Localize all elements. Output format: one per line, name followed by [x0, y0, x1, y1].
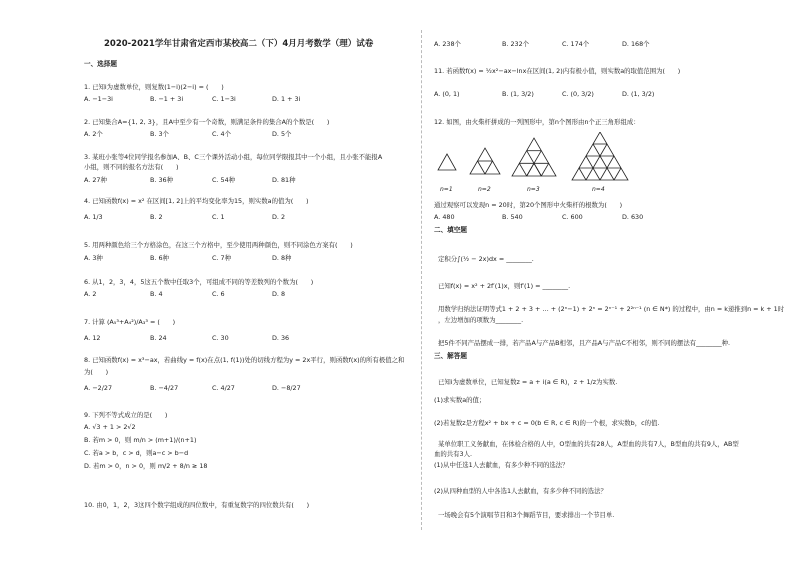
q12-option-c: C. 600	[562, 213, 583, 221]
q1-option-a: A. −1−3i	[84, 95, 113, 103]
q4-option-a: A. 1/3	[84, 213, 103, 221]
triangle-fig-3	[512, 138, 556, 176]
q7-option-c: C. 30	[212, 334, 229, 342]
q1-option-d: D. 1 + 3i	[272, 95, 301, 103]
right-column	[432, 0, 785, 562]
q5-option-d: D. 8种	[272, 254, 292, 262]
q5-option-a: A. 3种	[84, 254, 103, 262]
fill-question-13: 定积分∫(½ − 2x)dx = ________.	[438, 255, 534, 263]
q11-option-b: B. (1, 3/2)	[502, 90, 534, 98]
answer-18-line-1: 某单位职工义务献血，在体检合格的人中，O型血的共有28人，A型血的共有7人，B型血的共有9人，AB型	[438, 440, 739, 448]
q9-option-d: D. 若m > 0，n > 0，则 m/2 + 8/n ≥ 18	[84, 462, 208, 470]
section-fill: 二、填空题	[434, 226, 467, 234]
q4-option-b: B. 2	[150, 213, 163, 221]
q3-option-c: C. 54种	[212, 176, 236, 184]
q2-option-d: D. 5个	[272, 130, 292, 138]
fig-label-4: n=4	[592, 186, 605, 193]
q1-option-b: B. −1 + 3i	[150, 95, 184, 103]
q12-option-d: D. 630	[622, 213, 644, 221]
fill-question-15-line-1: 用数学归纳法证明等式1 + 2 + 3 + … + (2ⁿ−1) + 2ⁿ = 2ⁿ⁻¹ + 2²ⁿ⁻¹ (n ∈ N*) 的过程中，由n = k递推到n = k + 1时	[438, 305, 785, 313]
q6-option-c: C. 6	[212, 290, 225, 298]
answer-17-stem: 已知i为虚数单位，已知复数z = a + i(a ∈ R)，z + 1/z为实数.	[438, 378, 618, 386]
q11-option-c: C. (0, 3/2)	[562, 90, 594, 98]
page-title: 2020-2021学年甘肃省定西市某校高二（下）4月月考数学（理）试卷	[104, 39, 374, 49]
answer-17-part-1: (1)求实数a的值；	[434, 396, 486, 404]
q10-option-c: C. 174个	[562, 40, 590, 48]
question-8-line-1: 8. 已知函数f(x) = x³−ax，若曲线y = f(x)在点(1, f(1))处的切线方程为y = 2x平行，则函数f(x)的所有极值之和	[84, 356, 405, 364]
question-5: 5. 用两种颜色给三个方格涂色，在这三个方格中，至少使用两种颜色，则不同涂色方案有( )	[84, 241, 353, 249]
triangle-fig-2	[470, 148, 500, 174]
q11-option-d: D. (1, 3/2)	[622, 90, 655, 98]
question-10: 10. 由0，1，2，3这四个数字组成的四位数中，有重复数字的四位数共有( )	[84, 501, 310, 509]
fill-question-16: 把5件不同产品摆成一排，若产品A与产品B相邻，且产品A与产品C不相邻，则不同的摆法有________种.	[438, 339, 731, 347]
q10-option-b: B. 232个	[502, 40, 530, 48]
q9-option-b: B. 若m > 0，则 m/n > (m+1)/(n+1)	[84, 436, 197, 444]
answer-18-part-1: (1)从中任选1人去献血，有多少种不同的选法？	[434, 461, 569, 469]
fig-label-1: n=1	[440, 186, 453, 193]
q2-option-a: A. 2个	[84, 130, 103, 138]
question-1: 1. 已知i为虚数单位，则复数(1−i)(2−i) = ( )	[84, 83, 224, 91]
section-answer: 三、解答题	[434, 352, 467, 360]
section-choice: 一、选择题	[84, 60, 117, 68]
question-7: 7. 计算 (A₅³+A₄²)/A₃³ = ( )	[84, 318, 176, 326]
fill-question-14: 已知f(x) = x² + 2f′(1)x，则f′(1) = ________.	[438, 282, 571, 290]
left-column	[82, 0, 412, 562]
q2-option-b: B. 3个	[150, 130, 169, 138]
triangle-fig-1	[438, 154, 456, 170]
q7-option-b: B. 24	[150, 334, 167, 342]
q6-option-d: D. 8	[272, 290, 286, 298]
q3-option-b: B. 36种	[150, 176, 173, 184]
q7-option-d: D. 36	[272, 334, 290, 342]
q4-option-d: D. 2	[272, 213, 286, 221]
matchstick-triangle-figure	[432, 132, 682, 194]
answer-18-line-2: 血的共有3人.	[434, 450, 473, 458]
q8-option-b: B. −4/27	[150, 384, 179, 392]
q1-option-c: C. 1−3i	[212, 95, 236, 103]
question-4: 4. 已知函数f(x) = x² 在区间[1, 2]上的平均变化率为15，则实数a的值为( )	[84, 197, 309, 205]
q6-option-b: B. 4	[150, 290, 163, 298]
fig-label-2: n=2	[478, 186, 491, 193]
question-3-line-2: 小组，则不同的报名方法有( )	[84, 163, 179, 171]
question-8-line-2: 为( )	[84, 368, 109, 376]
question-9: 9. 下列不等式成立的是( )	[84, 411, 168, 419]
q8-option-d: D. −8/27	[272, 384, 301, 392]
question-12-followup: 通过观察可以发现n = 20时，第20个图形中火柴杆的根数为( )	[434, 201, 623, 209]
q6-option-a: A. 2	[84, 290, 97, 298]
q8-option-a: A. −2/27	[84, 384, 113, 392]
q9-option-a: A. √3 + 1 > 2√2	[84, 423, 136, 431]
q12-option-b: B. 540	[502, 213, 523, 221]
fill-question-15-line-2: ，左边增加的项数为________.	[438, 316, 524, 324]
q8-option-c: C. 4/27	[212, 384, 235, 392]
q5-option-c: C. 7种	[212, 254, 231, 262]
q4-option-c: C. 1	[212, 213, 225, 221]
answer-17-part-2: (2)若复数z是方程x² + bx + c = 0(b ∈ R, c ∈ R)的一个根，求实数b，c的值.	[434, 419, 660, 427]
question-12: 12. 如图，由火柴杆拼成的一列图形中，第n个图形由n个正三角形组成：	[434, 118, 640, 126]
q11-option-a: A. (0, 1)	[434, 90, 460, 98]
q3-option-d: D. 81种	[272, 176, 296, 184]
question-3-line-1: 3. 某班小张等4位同学报名参加A、B、C三个课外活动小组，每位同学限报其中一个小组，且小张不能报A	[84, 153, 383, 161]
answer-19-stem: 一场晚会有5个演唱节目和3个舞蹈节目，要求排出一个节目单.	[438, 511, 615, 519]
question-2: 2. 已知集合A={1, 2, 3}，且A中至少有一个奇数，则满足条件的集合A的个数是( )	[84, 118, 330, 126]
answer-18-part-2: (2)从四种血型的人中各选1人去献血，有多少种不同的选法？	[434, 487, 607, 495]
column-divider	[421, 30, 422, 530]
q7-option-a: A. 12	[84, 334, 101, 342]
q2-option-c: C. 4个	[212, 130, 231, 138]
triangle-fig-4	[572, 132, 628, 180]
q9-option-c: C. 若a > b，c > d，则a−c > b−d	[84, 449, 189, 457]
q12-option-a: A. 480	[434, 213, 455, 221]
q10-option-a: A. 238个	[434, 40, 461, 48]
q5-option-b: B. 6种	[150, 254, 169, 262]
q10-option-d: D. 168个	[622, 40, 650, 48]
question-6: 6. 从1，2，3，4，5这五个数中任取3个，可组成不同的等差数列的个数为( )	[84, 278, 314, 286]
fig-label-3: n=3	[527, 186, 540, 193]
q3-option-a: A. 27种	[84, 176, 107, 184]
question-11: 11. 若函数f(x) = ½x²−ax−lnx在区间(1, 2)内有极小值，则实数a的取值范围为( )	[434, 67, 681, 75]
